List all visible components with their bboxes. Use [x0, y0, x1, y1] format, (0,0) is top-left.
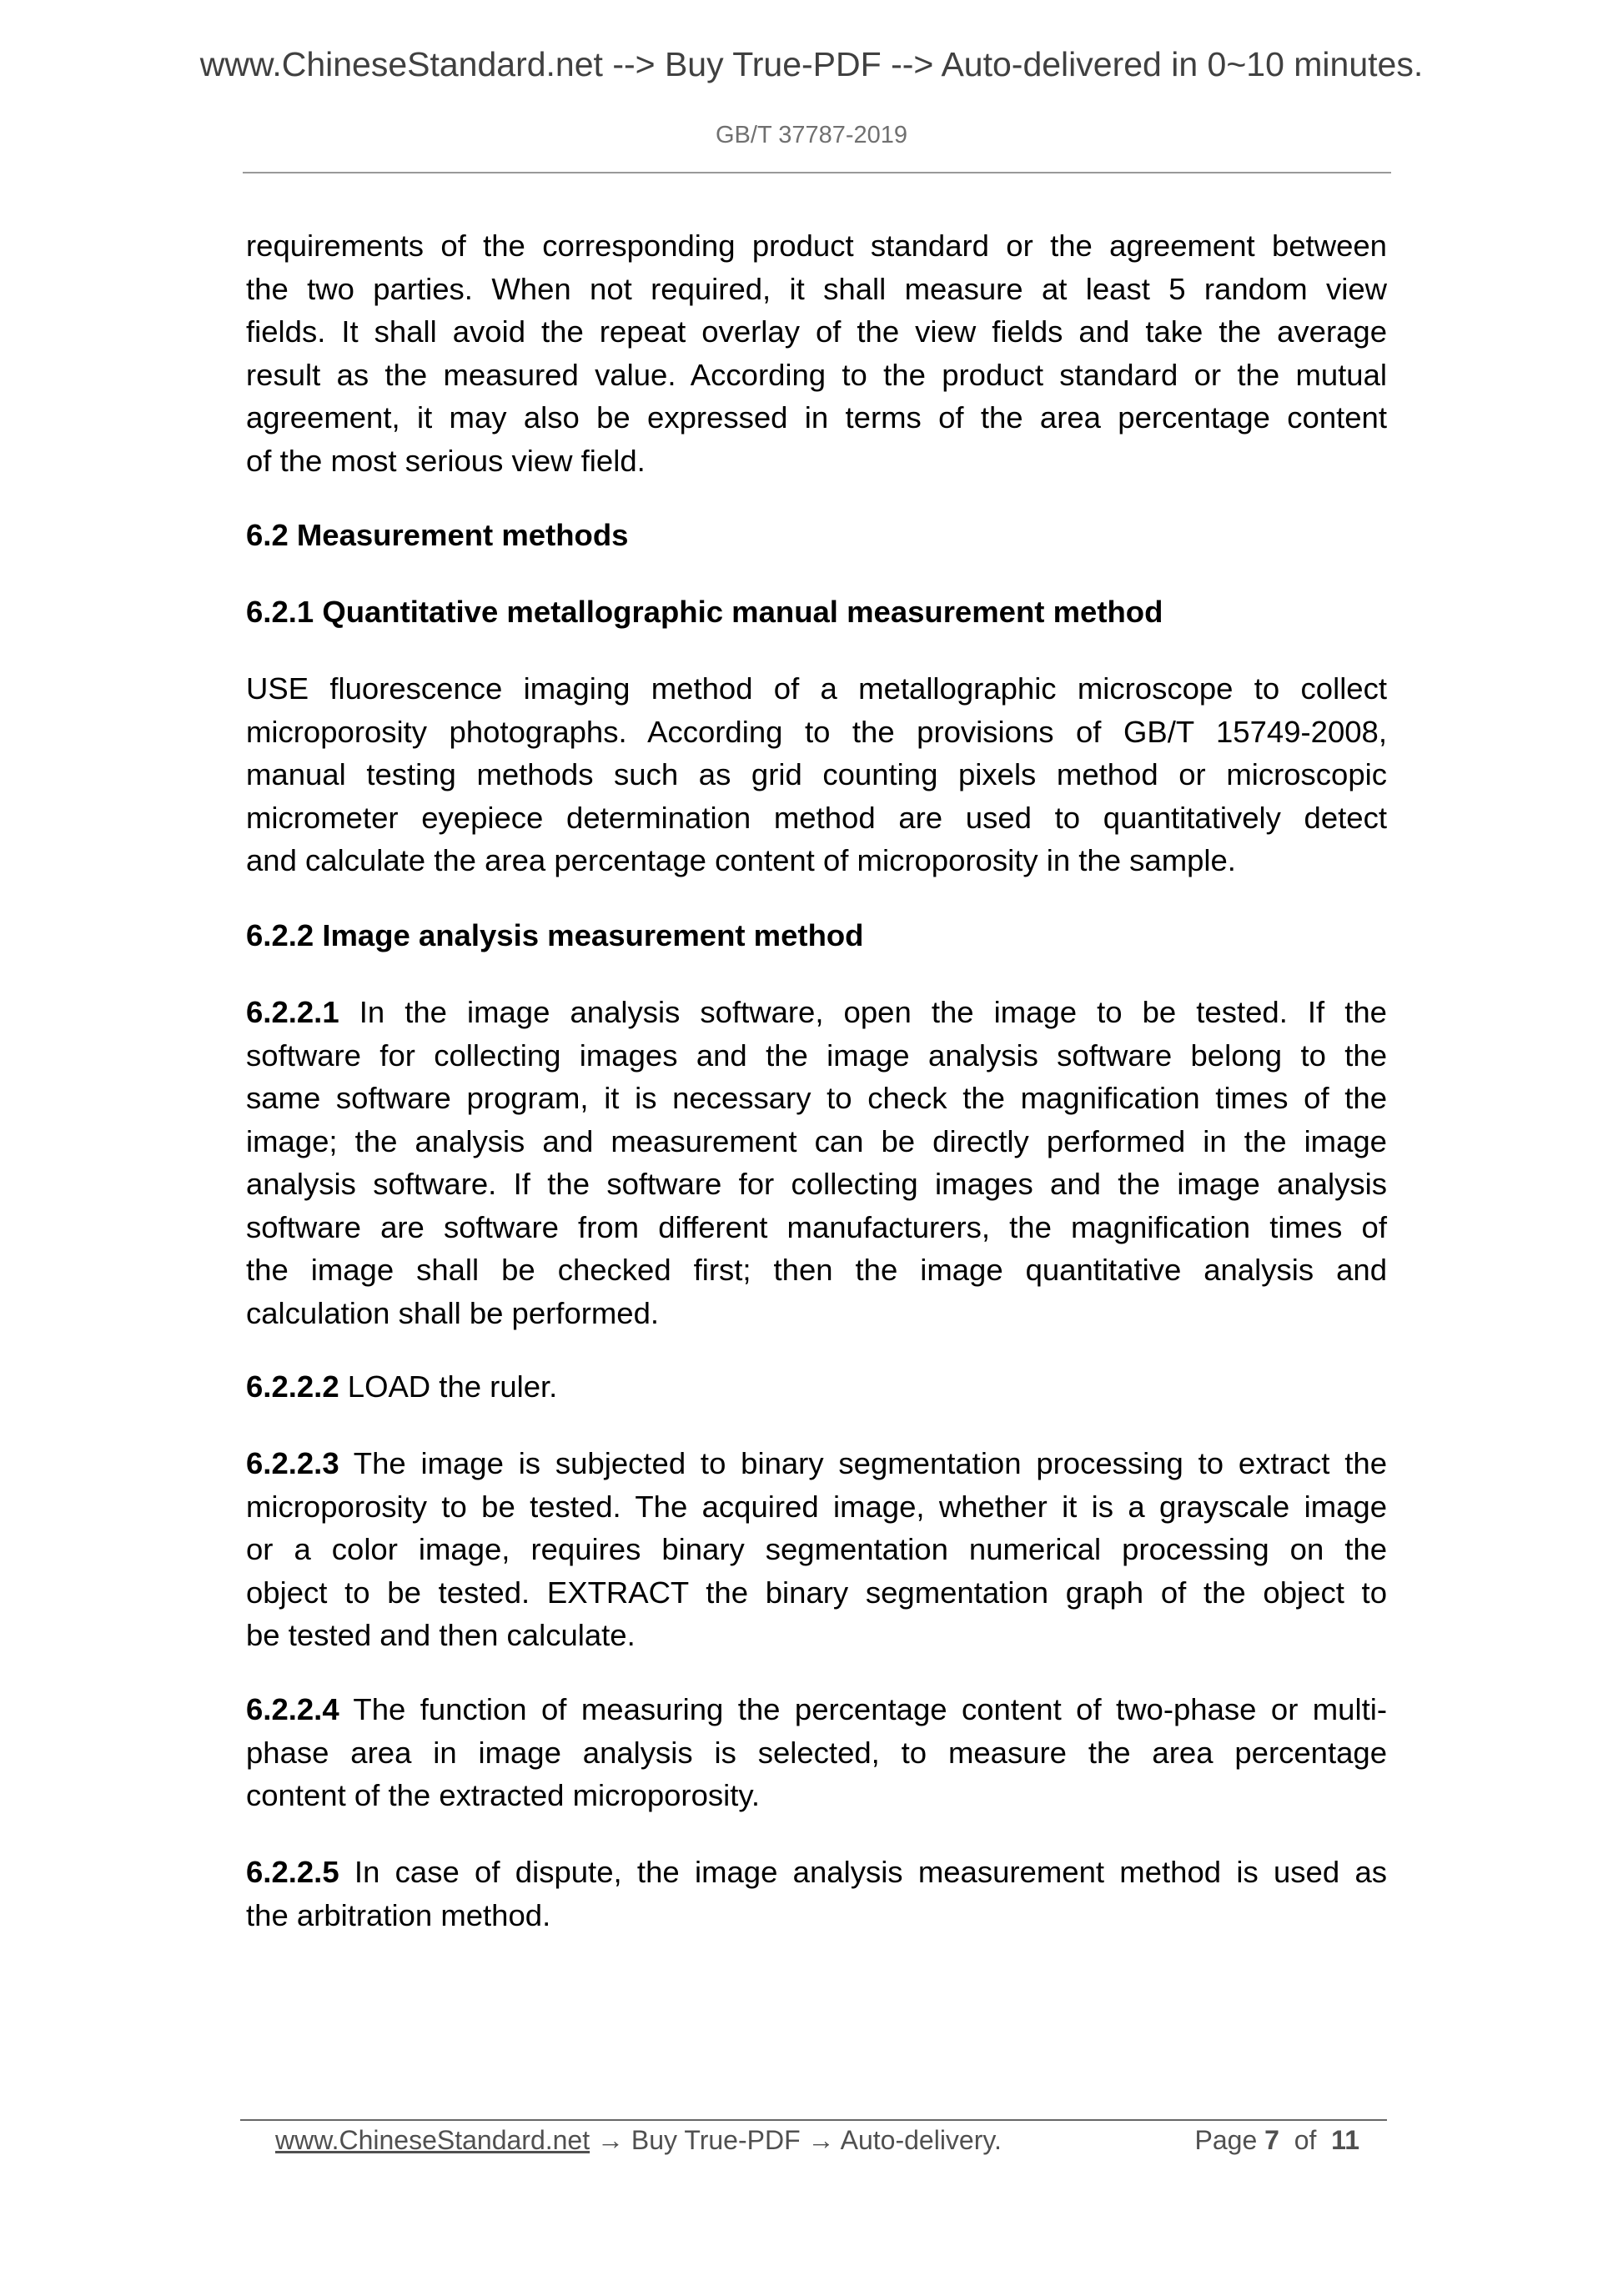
text-line: [246, 991, 1387, 1034]
text-line: requirements of the corresponding product standard or the agreement between: [246, 229, 1387, 263]
text-line: the arbitration method.: [246, 1897, 551, 1932]
top-banner: www.ChineseStandard.net --> Buy True-PDF --> Auto-delivered in 0~10 minutes.: [199, 45, 1424, 83]
heading-6-2-2: 6.2.2 Image analysis measurement method: [246, 918, 864, 952]
paragraph-intro: [246, 224, 1387, 482]
text-line: calculation shall be performed.: [246, 1295, 660, 1330]
footer-divider: [240, 2119, 1387, 2121]
text-line: same software program, it is necessary to check the magnification times of the: [246, 1081, 1387, 1115]
clause-number: 6.2.2.2: [246, 1369, 339, 1404]
text-line: [246, 1688, 1387, 1731]
clause-6-2-2-4: [246, 1688, 1387, 1817]
clause-text: The function of measuring the percentage content of two-phase or multi-: [339, 1692, 1387, 1726]
of-label: of: [1294, 2125, 1317, 2155]
text-line: the two parties. When not required, it shall measure at least 5 random view: [246, 271, 1387, 306]
clause-number: 6.2.2.5: [246, 1855, 339, 1889]
page-number: 7: [1264, 2125, 1279, 2155]
heading-6-2-1: 6.2.1 Quantitative metallographic manual measurement method: [246, 595, 1163, 629]
text-line: content of the extracted microporosity.: [246, 1778, 761, 1812]
clause-6-2-2-3: [246, 1442, 1387, 1657]
text-line: manual testing methods such as grid counting pixels method or microscopic: [246, 757, 1387, 791]
page-label: Page: [1194, 2125, 1258, 2155]
text-line: microporosity to be tested. The acquired image, whether it is a grayscale image: [246, 1489, 1387, 1524]
clause-number: 6.2.2.3: [246, 1446, 339, 1480]
heading-6-2: 6.2 Measurement methods: [246, 518, 629, 552]
text-line: agreement, it may also be expressed in terms of the area percentage content: [246, 400, 1387, 435]
footer-text: → Buy True-PDF → Auto-delivery.: [590, 2125, 1002, 2155]
clause-text: In case of dispute, the image analysis measurement method is used as: [339, 1855, 1387, 1889]
text-line: object to be tested. EXTRACT the binary segmentation graph of the object to: [246, 1575, 1387, 1610]
header-divider: [243, 172, 1391, 173]
clause-number: 6.2.2.1: [246, 995, 339, 1029]
page-total: 11: [1331, 2125, 1359, 2155]
clause-6-2-2-2: [246, 1365, 1387, 1409]
text-line: USE fluorescence imaging method of a metallographic microscope to collect: [246, 671, 1387, 706]
document-code: GB/T 37787-2019: [715, 122, 908, 148]
clause-6-2-2-1: [246, 991, 1387, 1334]
page-indicator: [1195, 2125, 1360, 2156]
text-line: analysis software. If the software for collecting images and the image analysis: [246, 1167, 1387, 1201]
text-line: [246, 1442, 1387, 1485]
clause-text: In the image analysis software, open the image to be tested. If the: [339, 995, 1387, 1029]
text-line: [246, 1851, 1387, 1894]
text-line: be tested and then calculate.: [246, 1618, 636, 1652]
text-line: fields. It shall avoid the repeat overlay of the view fields and take the average: [246, 314, 1387, 349]
clause-6-2-2-5: [246, 1851, 1387, 1937]
text-line: the image shall be checked first; then the image quantitative analysis and: [246, 1253, 1387, 1287]
text-line: microporosity photographs. According to the provisions of GB/T 15749-2008,: [246, 714, 1387, 749]
text-line: [246, 1365, 1387, 1409]
text-line: micrometer eyepiece determination method are used to quantitatively detect: [246, 800, 1387, 835]
text-line: of the most serious view field.: [246, 443, 646, 478]
text-line: software are software from different manufacturers, the magnification times of: [246, 1209, 1387, 1244]
text-line: and calculate the area percentage content of microporosity in the sample.: [246, 843, 1236, 877]
text-line: phase area in image analysis is selected, to measure the area percentage: [246, 1735, 1387, 1770]
text-line: software for collecting images and the image analysis software belong to the: [246, 1037, 1387, 1073]
text-line: result as the measured value. According to the product standard or the mutual: [246, 357, 1387, 392]
footer: [275, 2125, 1359, 2156]
paragraph-manual-method: [246, 667, 1387, 882]
clause-text: LOAD the ruler.: [339, 1369, 558, 1404]
footer-link[interactable]: www.ChineseStandard.net: [275, 2125, 590, 2155]
clause-number: 6.2.2.4: [246, 1692, 339, 1726]
text-line: image; the analysis and measurement can be directly performed in the image: [246, 1123, 1387, 1158]
text-line: or a color image, requires binary segmentation numerical processing on the: [246, 1532, 1387, 1566]
clause-text: The image is subjected to binary segmentation processing to extract the: [339, 1446, 1387, 1480]
